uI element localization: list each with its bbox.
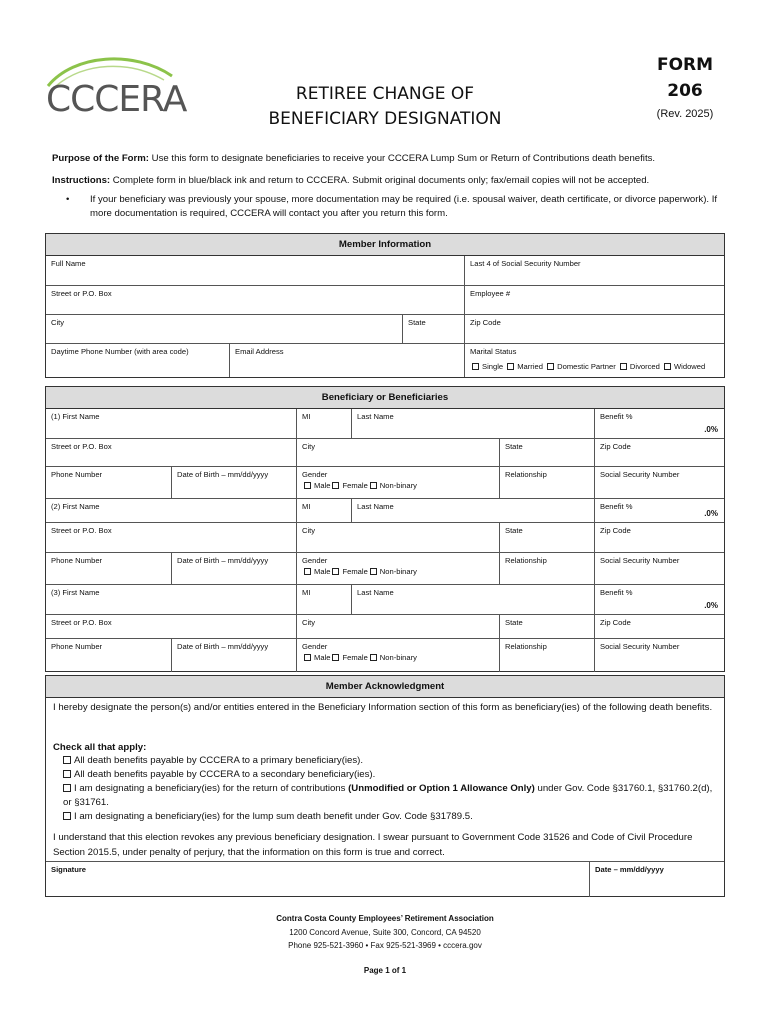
signature-date-field[interactable]: Date – mm/dd/yyyy xyxy=(589,862,724,897)
beneficiary-1-name-row xyxy=(46,409,724,439)
beneficiaries-section xyxy=(45,386,725,672)
instructions-paragraph xyxy=(52,174,722,188)
beneficiary-3-address-row xyxy=(46,615,724,639)
member-state-field[interactable]: State xyxy=(402,315,464,343)
checkbox-lump-sum[interactable] xyxy=(63,812,71,820)
page-number: Page 1 of 1 xyxy=(363,966,407,975)
beneficiary-2-relationship[interactable]: Relationship xyxy=(499,553,594,584)
beneficiary-3-zip[interactable]: Zip Code xyxy=(594,615,724,638)
checkbox-female[interactable] xyxy=(332,568,339,575)
purpose-label: Purpose of the Form: xyxy=(52,153,150,164)
beneficiary-1-state[interactable]: State xyxy=(499,439,594,466)
checkbox-male[interactable] xyxy=(304,568,311,575)
beneficiary-1-city[interactable]: City xyxy=(296,439,499,466)
checkbox-non-binary[interactable] xyxy=(370,654,377,661)
form-number-block xyxy=(640,52,730,122)
beneficiary-2-mi[interactable]: MI xyxy=(296,499,351,522)
marital-options: Single Married Domestic Partner Divorced Widowed xyxy=(470,361,719,372)
member-row-address xyxy=(46,286,724,315)
footer-org: Contra Costa County Employees’ Retirement Association xyxy=(276,914,494,923)
checkbox-secondary[interactable] xyxy=(63,770,71,778)
designation-text: I hereby designate the person(s) and/or entities entered in the Beneficiary Information section of this form as beneficiary(ies) of the following death benefits. xyxy=(53,702,713,713)
checkbox-widowed[interactable] xyxy=(664,363,671,370)
beneficiary-1-detail-row xyxy=(46,467,724,499)
checkbox-married[interactable] xyxy=(507,363,514,370)
beneficiary-2-name-row xyxy=(46,499,724,523)
beneficiary-1-benefit[interactable]: Benefit % .0% xyxy=(594,409,724,438)
beneficiary-1-first-name[interactable]: (1) First Name xyxy=(51,412,100,421)
beneficiary-2-state[interactable]: State xyxy=(499,523,594,552)
member-full-name-field[interactable]: Full Name xyxy=(51,259,86,268)
beneficiary-1-ssn[interactable]: Social Security Number xyxy=(594,467,724,498)
beneficiary-3-phone[interactable]: Phone Number xyxy=(51,642,103,651)
beneficiary-3-detail-row xyxy=(46,639,724,672)
beneficiary-3-name-row xyxy=(46,585,724,615)
member-employee-field[interactable]: Employee # xyxy=(464,286,724,314)
checkbox-male[interactable] xyxy=(304,482,311,489)
form-revision: (Rev. 2025) xyxy=(656,108,714,120)
check-all-label: Check all that apply: xyxy=(53,742,147,753)
option-return-contributions: I am designating a beneficiary(ies) for the return of contributions (Unmodified or Option 1 Allowance Only) under Gov. Code §31760.1, §31760.2(d), or §31761. xyxy=(63,783,713,808)
beneficiary-3-last-name[interactable]: Last Name xyxy=(351,585,594,614)
instructions-text: Complete form in blue/black ink and return to CCCERA. Submit original documents only; fax/email copies will not be accepted. xyxy=(110,175,650,186)
bullet-icon: • xyxy=(66,194,70,205)
signature-field[interactable]: Signature xyxy=(51,865,87,874)
beneficiary-3-ssn[interactable]: Social Security Number xyxy=(594,639,724,672)
beneficiary-2-street[interactable]: Street or P.O. Box xyxy=(51,526,112,535)
purpose-text: Use this form to designate beneficiaries to receive your CCCERA Lump Sum or Return of Contributions death benefits. xyxy=(149,153,656,164)
footer-contact: Phone 925-521-3960 • Fax 925-521-3969 • cccera.gov xyxy=(288,941,482,950)
instructions-bullet xyxy=(66,193,720,221)
option-lump-sum: I am designating a beneficiary(ies) for the lump sum death benefit under Gov. Code §31789.5. xyxy=(63,810,713,824)
beneficiaries-heading: Beneficiary or Beneficiaries xyxy=(46,387,724,409)
beneficiary-2-dob[interactable]: Date of Birth – mm/dd/yyyy xyxy=(171,553,296,584)
checkbox-domestic-partner[interactable] xyxy=(547,363,554,370)
checkbox-female[interactable] xyxy=(332,482,339,489)
beneficiary-2-ssn[interactable]: Social Security Number xyxy=(594,553,724,584)
checkbox-male[interactable] xyxy=(304,654,311,661)
footer-address: 1200 Concord Avenue, Suite 300, Concord, CA 94520 xyxy=(289,928,481,937)
perjury-statement: I understand that this election revokes any previous beneficiary designation. I swear pursuant to Government Code 31526 and Code of Civil Procedure Section 2015.5, under penalty of perjury, that the information on this form is true and correct. xyxy=(53,832,693,858)
beneficiary-1-mi[interactable]: MI xyxy=(296,409,351,438)
member-phone-field[interactable]: Daytime Phone Number (with area code) xyxy=(51,347,189,356)
form-label: FORM xyxy=(656,55,714,75)
purpose-paragraph xyxy=(52,152,722,166)
form-number: 206 xyxy=(667,81,703,101)
logo-text: CCCERA xyxy=(46,79,187,120)
beneficiary-1-last-name[interactable]: Last Name xyxy=(351,409,594,438)
beneficiary-1-address-row xyxy=(46,439,724,467)
checkbox-non-binary[interactable] xyxy=(370,482,377,489)
beneficiary-1-street[interactable]: Street or P.O. Box xyxy=(51,442,112,451)
option-secondary: All death benefits payable by CCCERA to a secondary beneficiary(ies). xyxy=(63,768,713,782)
beneficiary-2-detail-row xyxy=(46,553,724,585)
member-street-field[interactable]: Street or P.O. Box xyxy=(51,289,112,298)
member-acknowledgment-section xyxy=(45,675,725,897)
beneficiary-3-benefit[interactable]: Benefit % .0% xyxy=(594,585,724,614)
beneficiary-2-city[interactable]: City xyxy=(296,523,499,552)
beneficiary-3-pct: .0% xyxy=(704,601,718,610)
beneficiary-1-gender: Gender Male Female Non-binary xyxy=(296,467,499,498)
beneficiary-3-mi[interactable]: MI xyxy=(296,585,351,614)
beneficiary-2-gender: Gender Male Female Non-binary xyxy=(296,553,499,584)
beneficiary-1-phone[interactable]: Phone Number xyxy=(51,470,103,479)
beneficiary-3-relationship[interactable]: Relationship xyxy=(499,639,594,672)
acknowledgment-heading: Member Acknowledgment xyxy=(46,676,724,698)
checkbox-return-contributions[interactable] xyxy=(63,784,71,792)
member-row-city xyxy=(46,315,724,344)
beneficiary-3-dob[interactable]: Date of Birth – mm/dd/yyyy xyxy=(171,639,296,672)
beneficiary-2-address-row xyxy=(46,523,724,553)
signature-row xyxy=(46,861,724,897)
form-title xyxy=(250,82,520,132)
beneficiary-2-last-name[interactable]: Last Name xyxy=(351,499,594,522)
option-primary: All death benefits payable by CCCERA to a primary beneficiary(ies). xyxy=(63,754,713,768)
beneficiary-2-benefit[interactable]: Benefit % .0% xyxy=(594,499,724,522)
member-marital-field xyxy=(464,344,724,377)
member-zip-field[interactable]: Zip Code xyxy=(464,315,724,343)
checkbox-divorced[interactable] xyxy=(620,363,627,370)
marital-status-label: Marital Status xyxy=(470,347,517,356)
bullet-text: If your beneficiary was previously your spouse, more documentation may be required (i.e. spousal waiver, death certificate, or divorce paperwork). If more documentation is required, CCCERA will contact you after you return this form. xyxy=(90,194,718,219)
beneficiary-2-first-name[interactable]: (2) First Name xyxy=(51,502,100,511)
member-city-field[interactable]: City xyxy=(51,318,65,327)
beneficiary-3-state[interactable]: State xyxy=(499,615,594,638)
member-ssn4-field[interactable]: Last 4 of Social Security Number xyxy=(464,256,724,285)
form-title-line1: RETIREE CHANGE OF xyxy=(295,84,475,104)
instructions-label: Instructions: xyxy=(52,175,111,186)
checkbox-female[interactable] xyxy=(332,654,339,661)
form-title-line2: BENEFICIARY DESIGNATION xyxy=(268,109,502,129)
beneficiary-3-gender: Gender Male Female Non-binary xyxy=(296,639,499,672)
beneficiary-2-pct: .0% xyxy=(704,509,718,518)
member-email-field[interactable]: Email Address xyxy=(229,344,464,377)
checkbox-non-binary[interactable] xyxy=(370,568,377,575)
checkbox-primary[interactable] xyxy=(63,756,71,764)
beneficiary-1-relationship[interactable]: Relationship xyxy=(499,467,594,498)
beneficiary-3-street[interactable]: Street or P.O. Box xyxy=(51,618,112,627)
beneficiary-1-dob[interactable]: Date of Birth – mm/dd/yyyy xyxy=(171,467,296,498)
checkbox-single[interactable] xyxy=(472,363,479,370)
beneficiary-2-zip[interactable]: Zip Code xyxy=(594,523,724,552)
cccera-logo xyxy=(44,52,187,120)
member-row-name xyxy=(46,256,724,286)
beneficiary-3-city[interactable]: City xyxy=(296,615,499,638)
beneficiary-2-phone[interactable]: Phone Number xyxy=(51,556,103,565)
member-information-section xyxy=(45,233,725,378)
beneficiary-1-pct: .0% xyxy=(704,425,718,434)
beneficiary-3-first-name[interactable]: (3) First Name xyxy=(51,588,100,597)
member-row-contact xyxy=(46,344,724,377)
member-information-heading: Member Information xyxy=(46,234,724,256)
beneficiary-1-zip[interactable]: Zip Code xyxy=(594,439,724,466)
